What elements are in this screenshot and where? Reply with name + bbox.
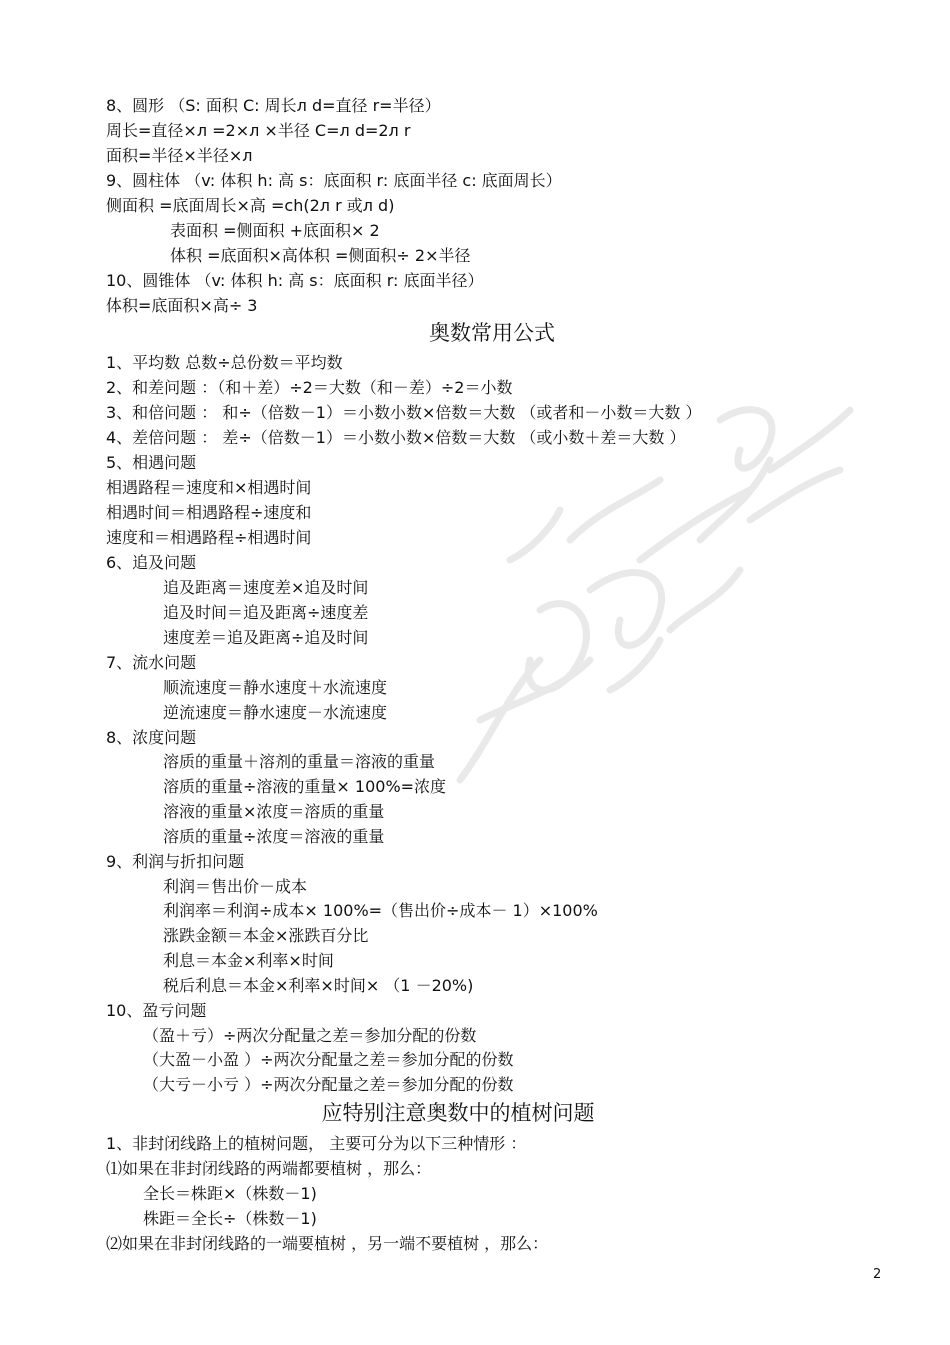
text-line: 相遇时间＝相遇路程÷速度和: [106, 503, 312, 522]
text-line: 2、和差问题 ：（和＋差）÷2＝大数（和－差）÷2＝小数: [106, 378, 513, 397]
text-line: 速度差＝追及距离÷追及时间: [163, 628, 369, 647]
text-line: 1、非封闭线路上的植树问题， 主要可分为以下三种情形 ：: [106, 1134, 527, 1153]
page-number: 2: [873, 1267, 882, 1282]
text-line: 9、圆柱体 （v: 体积 h: 高 s：底面积 r: 底面半径 c: 底面周长）: [106, 171, 562, 190]
text-line: 溶液的重量×浓度＝溶质的重量: [163, 802, 385, 821]
section-heading: 应特别注意奥数中的植树问题: [321, 1101, 595, 1125]
text-line: 株距＝全长÷（株数－1): [143, 1209, 317, 1228]
text-line: 体积=底面积×高÷ 3: [106, 296, 258, 315]
text-line: 1、平均数 总数÷总份数＝平均数: [106, 353, 343, 372]
text-line: 周长=直径×л =2×л ×半径 C=л d=2л r: [106, 121, 411, 140]
text-line: 侧面积 =底面周长×高 =ch(2л r 或л d): [106, 196, 395, 215]
text-line: 逆流速度＝静水速度－水流速度: [163, 703, 388, 722]
text-line: 体积 =底面积×高体积 =侧面积÷ 2×半径: [170, 246, 471, 265]
text-line: ⑴如果在非封闭线路的两端都要植树 ，那么：: [106, 1159, 432, 1178]
text-line: 溶质的重量÷浓度＝溶液的重量: [163, 827, 385, 846]
text-line: 9、利润与折扣问题: [106, 852, 245, 871]
text-line: （大盈－小盈 ）÷两次分配量之差＝参加分配的份数: [143, 1050, 514, 1069]
text-line: ⑵如果在非封闭线路的一端要植树 ，另一端不要植树 ，那么：: [106, 1234, 549, 1253]
text-line: 6、追及问题: [106, 553, 197, 572]
text-line: 利润＝售出价－成本: [163, 877, 308, 896]
text-line: 税后利息＝本金×利率×时间× （1 －20%): [163, 976, 474, 995]
text-line: 8、浓度问题: [106, 728, 197, 747]
text-line: 10、盈亏问题: [106, 1001, 207, 1020]
text-line: 8、圆形 （S: 面积 C: 周长л d=直径 r=半径）: [106, 96, 441, 115]
text-line: （大亏－小亏 ）÷两次分配量之差＝参加分配的份数: [143, 1075, 514, 1094]
text-line: 溶质的重量＋溶剂的重量＝溶液的重量: [163, 752, 436, 771]
text-line: 7、流水问题: [106, 653, 197, 672]
text-line: （盈＋亏）÷两次分配量之差＝参加分配的份数: [143, 1026, 477, 1045]
text-line: 4、差倍问题 ： 差÷（倍数－1）＝小数小数×倍数＝大数 （或小数＋差＝大数 ）: [106, 428, 686, 447]
text-line: 10、圆锥体 （v: 体积 h: 高 s：底面积 r: 底面半径）: [106, 271, 484, 290]
text-line: 追及距离＝速度差×追及时间: [163, 578, 369, 597]
text-line: 表面积 =侧面积 +底面积× 2: [170, 221, 380, 240]
text-line: 相遇路程＝速度和×相遇时间: [106, 478, 312, 497]
text-line: 速度和＝相遇路程÷相遇时间: [106, 528, 312, 547]
text-line: 追及时间＝追及距离÷速度差: [163, 603, 369, 622]
text-line: 涨跌金额＝本金×涨跌百分比: [163, 926, 369, 945]
text-line: 溶质的重量÷溶液的重量× 100%=浓度: [163, 777, 447, 796]
text-line: 3、和倍问题 ： 和÷（倍数－1）＝小数小数×倍数＝大数 （或者和－小数＝大数 ）: [106, 403, 702, 422]
text-line: 利润率＝利润÷成本× 100%=（售出价÷成本－ 1）×100%: [163, 901, 598, 920]
text-line: 面积=半径×半径×л: [106, 146, 253, 165]
text-line: 顺流速度＝静水速度＋水流速度: [163, 678, 388, 697]
section-heading: 奥数常用公式: [429, 321, 555, 345]
text-line: 5、相遇问题: [106, 453, 197, 472]
text-line: 全长＝株距×（株数－1): [143, 1184, 317, 1203]
text-line: 利息＝本金×利率×时间: [163, 951, 334, 970]
